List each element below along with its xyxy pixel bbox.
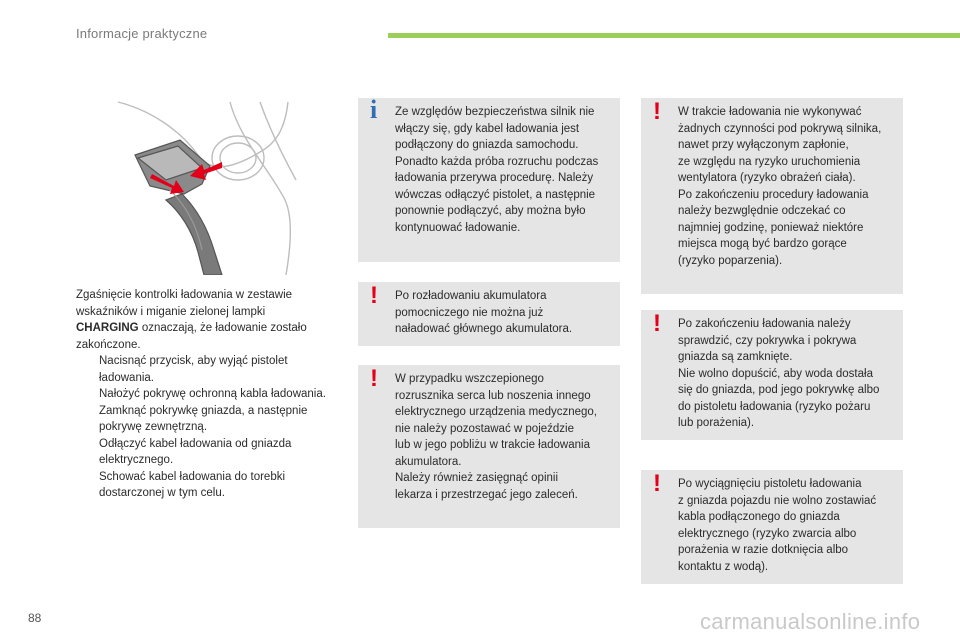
warning-icon: ! bbox=[370, 365, 378, 392]
charging-gun bbox=[135, 140, 222, 275]
warning-box-text bbox=[678, 476, 895, 575]
intro-text-1: Zgaśnięcie kontrolki ładowania w zestawie wskaźników i miganie zielonej lampki bbox=[76, 289, 293, 318]
warning-box-text bbox=[678, 316, 895, 432]
intro-text-2: oznaczają, że ładowanie zostało zakończone. bbox=[76, 322, 307, 351]
text-line: nie należy pozostawać w pojeździe bbox=[395, 422, 574, 435]
step-text: Odłączyć kabel ładowania od gniazda elektrycznego. bbox=[99, 437, 292, 466]
text-line: Nie wolno dopuścić, aby woda dostała bbox=[678, 367, 873, 380]
text-line: lub w jego pobliżu w trakcie ładowania bbox=[395, 439, 590, 451]
info-box-engine bbox=[358, 95, 620, 262]
text-line: W trakcie ładowania nie wykonywać bbox=[678, 106, 862, 118]
text-line: pomocniczego nie można już bbox=[395, 306, 544, 319]
text-line: wentylatora (ryzyko obrażeń ciała). bbox=[678, 172, 856, 184]
warning-icon: ! bbox=[653, 98, 661, 125]
list-item bbox=[76, 469, 326, 502]
text-line: kontaktu z wodą). bbox=[678, 560, 769, 573]
text-line: należy bezwględnie odczekać co bbox=[678, 205, 846, 217]
text-line: porażenia w razie dotknięcia albo bbox=[678, 544, 849, 556]
text-line: do pistoletu ładowania (ryzyko pożaru bbox=[678, 400, 871, 413]
text-line: Po zakończeniu procedury ładowania bbox=[678, 188, 869, 201]
text-line: Należy również zasięgnąć opinii bbox=[395, 472, 558, 484]
text-line: się do gniazda, pod jego pokrywkę albo bbox=[678, 384, 880, 396]
step-text: Nałożyć pokrywę ochronną kabla ładowania. bbox=[99, 388, 326, 400]
warning-box-cable bbox=[641, 470, 903, 584]
text-line: (ryzyko poparzenia). bbox=[678, 254, 783, 267]
text-line: podłączony do gniazda samochodu. bbox=[395, 139, 579, 151]
info-box-text bbox=[395, 104, 612, 236]
text-line: sprawdzić, czy pokrywka i pokrywa bbox=[678, 334, 857, 347]
step-text: Nacisnąć przycisk, aby wyjąć pistolet ładowania. bbox=[99, 355, 288, 384]
text-line: elektrycznego urządzenia medycznego, bbox=[395, 406, 598, 418]
text-line: Po wyciągnięciu pistoletu ładowania bbox=[678, 478, 862, 490]
text-line: kontynuować ładowanie. bbox=[395, 221, 521, 234]
text-line: naładować głównego akumulatora. bbox=[395, 323, 573, 335]
page-number: 88 bbox=[28, 611, 42, 625]
list-item bbox=[76, 436, 326, 469]
text-line: Po rozładowaniu akumulatora bbox=[395, 290, 547, 302]
text-line: najmniej godzinę, ponieważ niektóre bbox=[678, 221, 864, 234]
warning-icon: ! bbox=[370, 282, 378, 309]
text-line: Po zakończeniu ładowania należy bbox=[678, 318, 851, 330]
warning-icon: ! bbox=[653, 470, 661, 497]
text-line: miejsca mogą być bardzo gorące bbox=[678, 238, 847, 250]
warning-box-pacemaker bbox=[358, 365, 620, 528]
text-line: gniazda są zamknięte. bbox=[678, 351, 793, 363]
text-line: ze względu na ryzyko uruchomienia bbox=[678, 155, 861, 168]
text-line: z gniazda pojazdu nie wolno zostawiać bbox=[678, 494, 877, 507]
text-line: akumulatora. bbox=[395, 455, 462, 468]
list-item bbox=[76, 353, 326, 386]
text-line: włączy się, gdy kabel ładowania jest bbox=[395, 122, 580, 135]
charging-label: CHARGING bbox=[76, 322, 139, 334]
warning-box-covers bbox=[641, 310, 903, 440]
text-line: żadnych czynności pod pokrywą silnika, bbox=[678, 122, 882, 135]
warning-box-text bbox=[678, 104, 895, 269]
text-line: rozrusznika serca lub noszenia innego bbox=[395, 389, 591, 402]
text-line: lekarza i przestrzegać jego zaleceń. bbox=[395, 488, 578, 501]
text-line: wówczas odłączyć pistolet, a następnie bbox=[395, 188, 596, 201]
warning-icon: ! bbox=[653, 310, 661, 337]
text-line: kabla podłączonego do gniazda bbox=[678, 511, 840, 523]
step-text: Schować kabel ładowania do torebki dostarczonej w tym celu. bbox=[99, 470, 286, 499]
text-line: W przypadku wszczepionego bbox=[395, 373, 544, 385]
text-line: ponownie podłączyć, aby można było bbox=[395, 205, 586, 217]
section-title: Informacje praktyczne bbox=[76, 26, 208, 41]
list-item bbox=[76, 386, 326, 403]
intro-paragraph bbox=[76, 287, 326, 353]
text-line: Ze względów bezpieczeństwa silnik nie bbox=[395, 106, 595, 118]
step-text: Zamknąć pokrywkę gniazda, a następnie pokrywę zewnętrzną. bbox=[99, 404, 308, 433]
warning-box-text bbox=[395, 371, 612, 503]
header-accent-bar bbox=[388, 33, 960, 38]
text-line: ładowania przerywa procedurę. Należy bbox=[395, 172, 594, 184]
watermark: carmanualsonline.info bbox=[700, 609, 921, 634]
procedure-text bbox=[76, 287, 326, 502]
steps-list bbox=[76, 353, 326, 502]
list-item bbox=[76, 403, 326, 436]
warning-box-discharge bbox=[358, 282, 620, 346]
charging-gun-illustration bbox=[110, 100, 300, 275]
info-icon: i bbox=[370, 95, 378, 124]
text-line: lub porażenia). bbox=[678, 417, 755, 429]
text-line: Ponadto każda próba rozruchu podczas bbox=[395, 155, 599, 168]
warning-box-text bbox=[395, 288, 612, 338]
text-line: nawet przy wyłączonym zapłonie, bbox=[678, 139, 849, 151]
warning-box-hood bbox=[641, 98, 903, 294]
text-line: elektrycznego (ryzyko zwarcia albo bbox=[678, 527, 857, 540]
